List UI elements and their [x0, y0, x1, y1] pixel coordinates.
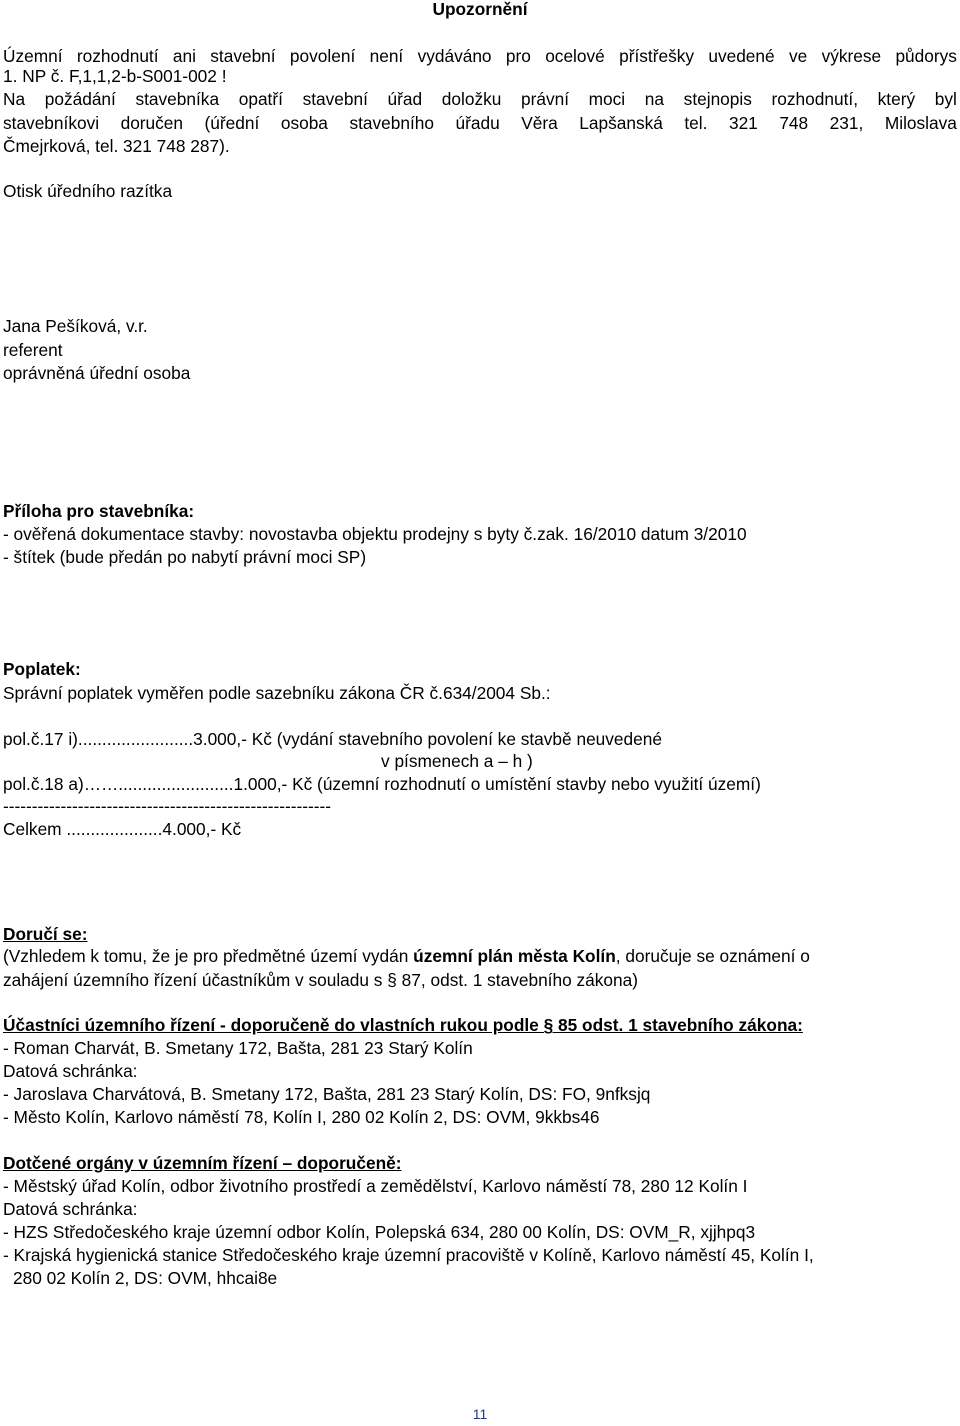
warning-line-5: Čmejrková, tel. 321 748 287). [3, 136, 230, 156]
word: půdorys [895, 46, 957, 66]
authority-item: - Krajská hygienická stanice Středočeského kraje územní pracoviště v Kolíně, Karlovo náměstí 45, Kolín I, [3, 1245, 814, 1265]
word: Miloslava [884, 113, 957, 133]
fee-line-1-continued: v písmenech a – h ) [381, 751, 533, 771]
signatory-role: referent [3, 340, 63, 360]
word: požádání [44, 89, 116, 109]
word: rozhodnutí, [771, 89, 858, 109]
word: uvedené [708, 46, 775, 66]
fee-divider: --------------------------------------------------------- [3, 796, 332, 816]
page-number: 11 [472, 1406, 488, 1422]
word: povolení [289, 46, 356, 66]
participant-item: - Jaroslava Charvátová, B. Smetany 172, Bašta, 281 23 Starý Kolín, DS: FO, 9nfksjq [3, 1084, 651, 1104]
signatory-name: Jana Pešíková, v.r. [3, 316, 148, 336]
word: na [644, 89, 665, 109]
word: osoba [280, 113, 328, 133]
fee-line-1: pol.č.17 i)........................3.000,- Kč (vydání stavebního povolení ke stavbě neuvedené [3, 729, 662, 749]
word: není [369, 46, 404, 66]
word: stejnopis [683, 89, 752, 109]
signatory-authority: oprávněná úřední osoba [3, 363, 191, 383]
word: ani [172, 46, 196, 66]
word: Věra [521, 113, 558, 133]
word: Územní [3, 46, 63, 66]
word: 321 [728, 113, 758, 133]
delivery-text: , doručuje se oznámení o [615, 946, 810, 966]
word: stavebního [349, 113, 434, 133]
delivery-text: (Vzhledem k tomu, že je pro předmětné území vydán [3, 946, 414, 966]
word: tel. [684, 113, 708, 133]
word: stavebníkovi [3, 113, 100, 133]
word: stavebníka [135, 89, 220, 109]
fee-total: Celkem ....................4.000,- Kč [3, 819, 242, 839]
authority-item: - Městský úřad Kolín, odbor životního prostředí a zemědělství, Karlovo náměstí 78, 280 12 Kolín I [3, 1176, 748, 1196]
authority-label: Datová schránka: [3, 1199, 138, 1219]
word: doručen [120, 113, 184, 133]
authority-item-continued: 280 02 Kolín 2, DS: OVM, hhcai8e [13, 1268, 278, 1288]
delivery-title: Doručí se: [3, 924, 88, 944]
word: stavební [210, 46, 276, 66]
word: Na [3, 89, 26, 109]
delivery-plan-name: územní plán města Kolín [413, 946, 616, 966]
word: byl [934, 89, 957, 109]
word: opatří [238, 89, 283, 109]
word: doložku [441, 89, 502, 109]
fee-line-2: pol.č.18 a)……........................1.000,- Kč (územní rozhodnutí o umístění stavby nebo využití území) [3, 774, 761, 794]
word: 231, [829, 113, 864, 133]
word: úřad [387, 89, 423, 109]
word: úřadu [455, 113, 500, 133]
word: který [877, 89, 916, 109]
stamp-label: Otisk úředního razítka [3, 181, 173, 201]
participant-item: - Roman Charvát, B. Smetany 172, Bašta, 281 23 Starý Kolín [3, 1038, 473, 1058]
warning-line-2: 1. NP č. F,1,1,2-b-S001-002 ! [3, 66, 227, 86]
word: ocelové [545, 46, 605, 66]
delivery-paragraph-line-1 [3, 945, 810, 968]
participant-label: Datová schránka: [3, 1061, 138, 1081]
word: 748 [779, 113, 809, 133]
delivery-paragraph-line-2: zahájení územního řízení účastníkům v souladu s § 87, odst. 1 stavebního zákona) [3, 970, 638, 990]
authorities-title: Dotčené orgány v územním řízení – doporučeně: [3, 1153, 402, 1173]
attachment-title: Příloha pro stavebníka: [3, 501, 195, 521]
heading: Upozornění [432, 0, 528, 19]
authority-item: - HZS Středočeského kraje územní odbor Kolín, Polepská 634, 280 00 Kolín, DS: OVM_R, xjjhpq3 [3, 1222, 756, 1242]
word: moci [588, 89, 626, 109]
word: vydáváno [417, 46, 492, 66]
attachment-item: - štítek (bude předán po nabytí právní moci SP) [3, 547, 367, 567]
warning-line-4 [3, 112, 957, 135]
word: pro [505, 46, 531, 66]
word: stavební [302, 89, 368, 109]
fee-basis: Správní poplatek vyměřen podle sazebníku zákona ČR č.634/2004 Sb.: [3, 683, 551, 703]
warning-line-3 [3, 88, 957, 111]
participants-title: Účastníci územního řízení - doporučeně do vlastních rukou podle § 85 odst. 1 stavebního zákona: [3, 1015, 803, 1035]
word: Lapšanská [579, 113, 663, 133]
word: ve [788, 46, 808, 66]
word: (úřední [204, 113, 260, 133]
attachment-item: - ověřená dokumentace stavby: novostavba objektu prodejny s byty č.zak. 16/2010 datum 3/2010 [3, 524, 747, 544]
word: přístřešky [619, 46, 694, 66]
word: právní [520, 89, 570, 109]
word: výkrese [821, 46, 882, 66]
fee-title: Poplatek: [3, 659, 81, 679]
participant-item: - Město Kolín, Karlovo náměstí 78, Kolín I, 280 02 Kolín 2, DS: OVM, 9kkbs46 [3, 1107, 600, 1127]
word: rozhodnutí [76, 46, 159, 66]
